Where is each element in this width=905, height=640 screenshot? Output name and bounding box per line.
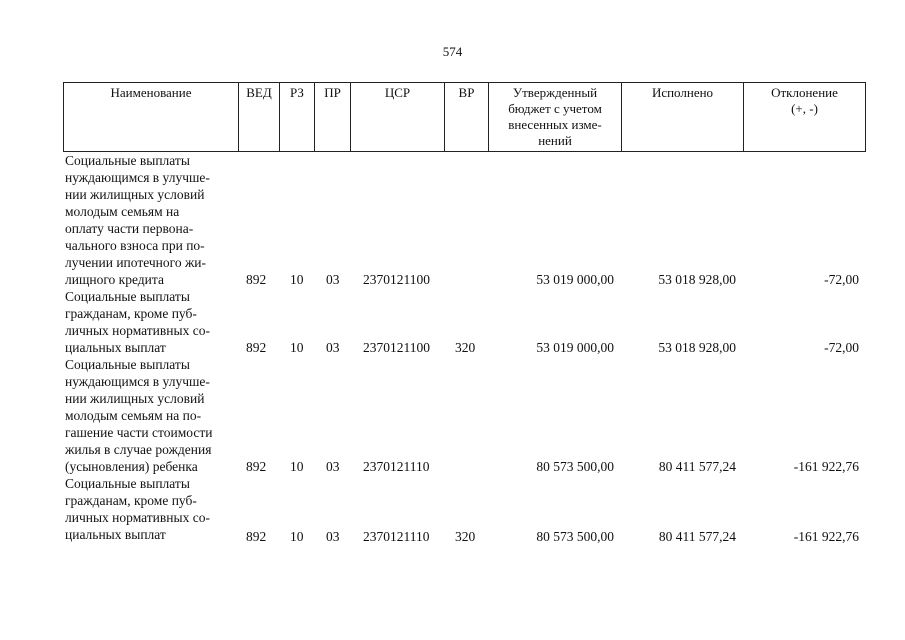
cell-deviation: -161 922,76 xyxy=(793,529,859,544)
cell-pr: 03 xyxy=(326,529,340,544)
cell-executed: 53 018 928,00 xyxy=(658,340,736,355)
header-approved xyxy=(489,83,622,151)
row-name-line: жилья в случае рождения xyxy=(65,442,212,457)
cell-executed: 80 411 577,24 xyxy=(658,529,736,544)
cell-ved: 892 xyxy=(246,529,267,544)
cell-approved: 80 573 500,00 xyxy=(536,529,614,544)
header-deviation-line: (+, -) xyxy=(791,101,818,116)
cell-csr: 2370121100 xyxy=(363,272,430,287)
cell-executed: 53 018 928,00 xyxy=(658,272,736,287)
cell-rz: 10 xyxy=(290,340,304,355)
row-name xyxy=(65,152,237,288)
cell-approved: 53 019 000,00 xyxy=(536,340,614,355)
header-vr: ВР xyxy=(445,83,489,151)
header-rz: РЗ xyxy=(280,83,315,151)
row-name-line: молодым семьям на xyxy=(65,204,180,219)
cell-deviation: -161 922,76 xyxy=(793,459,859,474)
row-name-line: циальных выплат xyxy=(65,527,166,542)
header-pr: ПР xyxy=(315,83,351,151)
cell-vr: 320 xyxy=(455,340,476,355)
row-name-line: гашение части стоимости xyxy=(65,425,213,440)
header-approved-line: нений xyxy=(538,133,572,148)
row-name-line: лищного кредита xyxy=(65,272,164,287)
cell-deviation: -72,00 xyxy=(824,340,859,355)
cell-ved: 892 xyxy=(246,340,267,355)
row-name-line: лучении ипотечного жи- xyxy=(65,255,207,270)
header-ved: ВЕД xyxy=(239,83,280,151)
row-name-line: Социальные выплаты xyxy=(65,153,190,168)
table-header xyxy=(63,82,866,152)
row-name-line: (усыновления) ребенка xyxy=(65,459,198,474)
row-name xyxy=(65,475,237,543)
cell-deviation: -72,00 xyxy=(824,272,859,287)
cell-pr: 03 xyxy=(326,459,340,474)
header-deviation-line: Отклонение xyxy=(771,85,838,100)
cell-pr: 03 xyxy=(326,340,340,355)
cell-rz: 10 xyxy=(290,272,304,287)
header-deviation xyxy=(744,83,865,151)
cell-csr: 2370121100 xyxy=(363,340,430,355)
header-approved-line: Утвержденный xyxy=(512,85,598,100)
cell-ved: 892 xyxy=(246,272,267,287)
cell-csr: 2370121110 xyxy=(363,459,430,474)
cell-rz: 10 xyxy=(290,529,304,544)
row-name-line: нуждающимся в улучше- xyxy=(65,374,210,389)
row-name-line: нуждающимся в улучше- xyxy=(65,170,210,185)
page-number: 574 xyxy=(442,44,463,59)
cell-ved: 892 xyxy=(246,459,267,474)
header-executed: Исполнено xyxy=(622,83,744,151)
cell-executed: 80 411 577,24 xyxy=(658,459,736,474)
row-name-line: молодым семьям на по- xyxy=(65,408,202,423)
row-name xyxy=(65,356,237,475)
header-csr: ЦСР xyxy=(351,83,445,151)
row-name-line: оплату части первона- xyxy=(65,221,194,236)
row-name xyxy=(65,288,237,356)
cell-approved: 80 573 500,00 xyxy=(536,459,614,474)
row-name-line: Социальные выплаты xyxy=(65,476,190,491)
row-name-line: личных нормативных со- xyxy=(65,510,210,525)
row-name-line: Социальные выплаты xyxy=(65,289,190,304)
row-name-line: гражданам, кроме пуб- xyxy=(65,306,197,321)
row-name-line: личных нормативных со- xyxy=(65,323,210,338)
row-name-line: циальных выплат xyxy=(65,340,166,355)
header-approved-line: бюджет с учетом xyxy=(508,101,602,116)
cell-vr: 320 xyxy=(455,529,476,544)
cell-csr: 2370121110 xyxy=(363,529,430,544)
row-name-line: чального взноса при по- xyxy=(65,238,205,253)
row-name-line: нии жилищных условий xyxy=(65,187,205,202)
header-name: Наименование xyxy=(64,83,239,151)
cell-approved: 53 019 000,00 xyxy=(536,272,614,287)
cell-rz: 10 xyxy=(290,459,304,474)
row-name-line: гражданам, кроме пуб- xyxy=(65,493,197,508)
header-approved-line: внесенных изме- xyxy=(508,117,602,132)
row-name-line: Социальные выплаты xyxy=(65,357,190,372)
row-name-line: нии жилищных условий xyxy=(65,391,205,406)
cell-pr: 03 xyxy=(326,272,340,287)
